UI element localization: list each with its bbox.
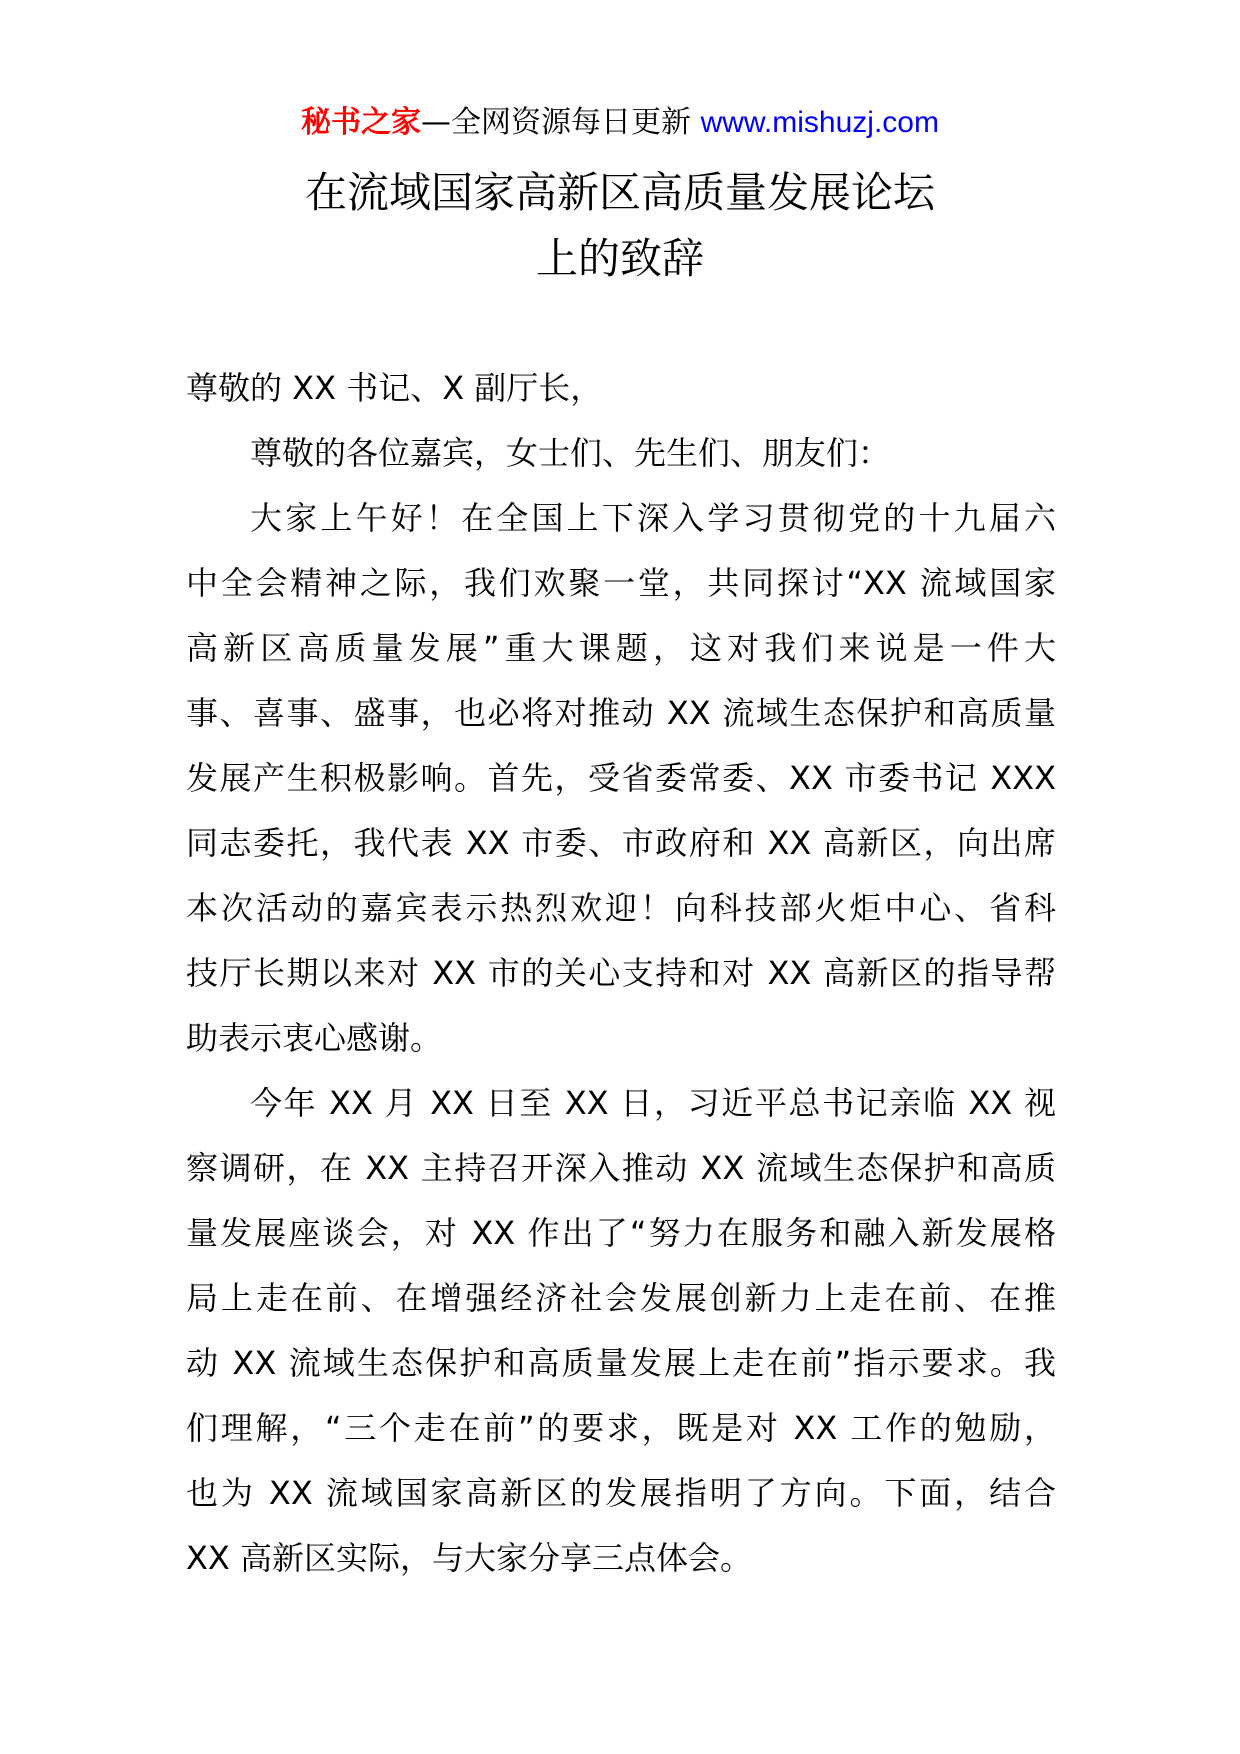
- watermark-url-link[interactable]: www.mishuzj.com: [700, 106, 939, 139]
- paragraph-1-line: 助表示衷心感谢。: [186, 1019, 443, 1057]
- salutation-line: 尊敬的 XX 书记、X 副厅长，: [186, 369, 603, 407]
- document-body: [186, 356, 1056, 1591]
- paragraph-2-line: 动 XX 流域生态保护和高质量发展上走在前”指示要求。我: [186, 1344, 1056, 1382]
- paragraph-1-line: 发展产生积极影响。首先，受省委常委、XX 市委书记 XXX: [186, 759, 1056, 797]
- paragraph-2: [186, 1071, 1056, 1591]
- paragraph-2-line: XX 高新区实际，与大家分享三点体会。: [186, 1539, 753, 1577]
- paragraph-2-line: 们理解，“三个走在前”的要求，既是对 XX 工作的勉励，: [186, 1409, 1056, 1447]
- greeting-line: 尊敬的各位嘉宾，女士们、先生们、朋友们：: [250, 434, 891, 472]
- paragraph-2-line: 察调研，在 XX 主持召开深入推动 XX 流域生态保护和高质: [186, 1149, 1056, 1187]
- paragraph-1-line: 本次活动的嘉宾表示热烈欢迎！向科技部火炬中心、省科: [186, 889, 1056, 927]
- paragraph-1-line: 事、喜事、盛事，也必将对推动 XX 流域生态保护和高质量: [186, 694, 1056, 732]
- paragraph-1: [186, 486, 1056, 1071]
- paragraph-1-line: 同志委托，我代表 XX 市委、市政府和 XX 高新区，向出席: [186, 824, 1056, 862]
- paragraph-1-line: 中全会精神之际，我们欢聚一堂，共同探讨“XX 流域国家: [186, 564, 1056, 602]
- paragraph-1-line: 技厅长期以来对 XX 市的关心支持和对 XX 高新区的指导帮: [186, 954, 1056, 992]
- paragraph-1-line: 高新区高质量发展”重大课题，这对我们来说是一件大: [186, 629, 1056, 667]
- paragraph-2-line: 也为 XX 流域国家高新区的发展指明了方向。下面，结合: [186, 1474, 1056, 1512]
- site-watermark-header: [0, 100, 1240, 146]
- paragraph-2-line: 局上走在前、在增强经济社会发展创新力上走在前、在推: [186, 1279, 1056, 1317]
- document-title-line-2: 上的致辞: [535, 234, 704, 283]
- watermark-slogan: —全网资源每日更新: [421, 105, 701, 140]
- document-title-line-1: 在流域国家高新区高质量发展论坛: [304, 168, 935, 217]
- paragraph-1-line: 大家上午好！在全国上下深入学习贯彻党的十九届六: [250, 499, 1056, 537]
- watermark-brand: 秘书之家: [301, 105, 422, 140]
- paragraph-2-line: 今年 XX 月 XX 日至 XX 日，习近平总书记亲临 XX 视: [250, 1084, 1056, 1122]
- paragraph-2-line: 量发展座谈会，对 XX 作出了“努力在服务和融入新发展格: [186, 1214, 1056, 1252]
